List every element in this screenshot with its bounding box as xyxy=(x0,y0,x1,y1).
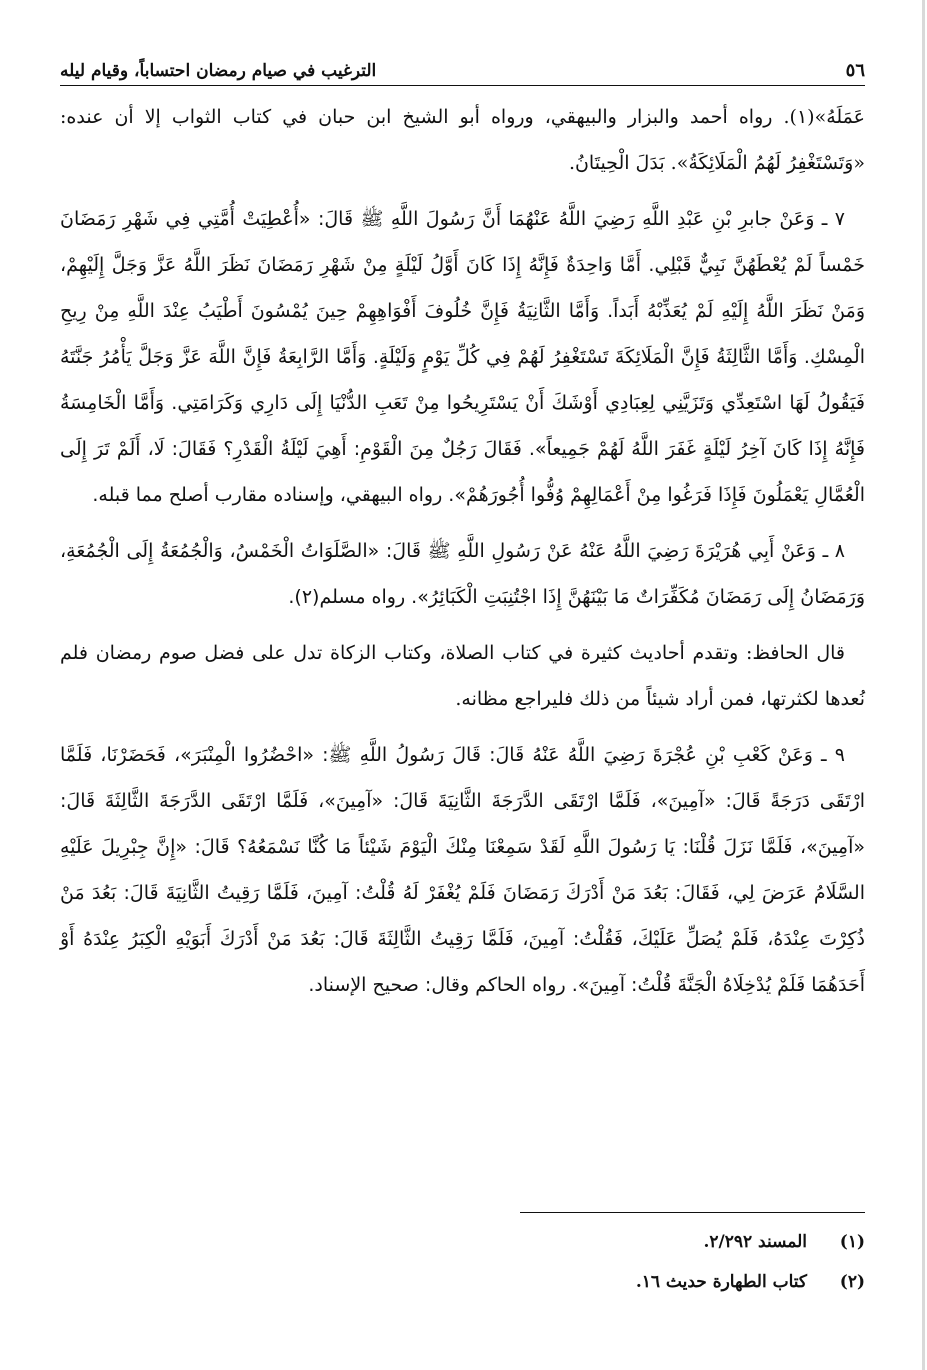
footnotes xyxy=(60,1222,865,1302)
hafiz-note: قال الحافظ: وتقدم أحاديث كثيرة في كتاب الصلاة، وكتاب الزكاة تدل على فضل صوم رمضان فلم نُعدها لكثرتها، فمن أراد شيئاً من ذلك فليراجع مظانه. xyxy=(60,642,865,710)
main-text xyxy=(60,94,865,1008)
footnote-rule xyxy=(520,1212,865,1213)
footnote-number: (١) xyxy=(839,1232,865,1252)
hadith-7: ٧ ـ وَعَنْ جابرِ بْنِ عَبْدِ اللَّهِ رَضِيَ اللَّهُ عَنْهُمَا أَنَّ رَسُولَ اللَّهِ ﷺ قَالَ: «أُعْطِيَتْ أُمَّتِي فِي شَهْرِ رَمَضَانَ خَمْساً لَمْ يُعْطَهُنَّ نَبِيٌّ قَبْلِي. أَمَّا وَاحِدَةٌ فَإِنَّهُ إِذَا كَانَ أَوَّلُ لَيْلَةٍ مِنْ شَهْرِ رَمَضَانَ نَظَرَ اللَّهُ عَزَّ وَجَلَّ إِلَيْهِمْ، وَمَنْ نَظَرَ اللَّهُ إِلَيْهِ لَمْ يُعَذِّبْهُ أَبَداً. وَأَمَّا الثَّانِيَةُ فَإِنَّ خُلُوفَ أَفْوَاهِهِمْ حِينَ يُمْسُونَ أَطْيَبُ عِنْدَ اللَّهِ مِنْ رِيحِ الْمِسْكِ. وَأَمَّا الثَّالِثَةُ فَإِنَّ الْمَلَائِكَةَ تَسْتَغْفِرُ لَهُمْ فِي كُلِّ يَوْمٍ وَلَيْلَةٍ. وَأَمَّا الرَّابِعَةُ فَإِنَّ اللَّهَ عَزَّ وَجَلَّ يَأْمُرُ جَنَّتَهُ فَيَقُولُ لَهَا اسْتَعِدِّي وَتَزَيَّنِي لِعِبَادِي أَوْشَكَ أَنْ يَسْتَرِيحُوا مِنْ تَعَبِ الدُّنْيَا إِلَى دَارِي وَكَرَامَتِي. وَأَمَّا الْخَامِسَةُ فَإِنَّهُ إِذَا كَانَ آخِرُ لَيْلَةٍ غَفَرَ اللَّهُ لَهُمْ جَمِيعاً». فَقَالَ رَجُلٌ مِنَ الْقَوْمِ: أَهِيَ لَيْلَةُ الْقَدْرِ؟ فَقَالَ: لَا، أَلَمْ تَرَ إِلَى الْعُمَّالِ يَعْمَلُونَ فَإِذَا فَرَغُوا مِنْ أَعْمَالِهِمْ وُفُّوا أُجُورَهُمْ». رواه البيهقي، وإسناده مقارب أصلح مما قبله. xyxy=(60,208,865,506)
footnote-text: كتاب الطهارة حديث ١٦. xyxy=(635,1272,807,1292)
page-number: ٥٦ xyxy=(845,60,865,81)
footnote-number: (٢) xyxy=(839,1272,865,1292)
running-header xyxy=(60,60,865,86)
footnote-2 xyxy=(60,1262,865,1302)
page-edge xyxy=(922,0,925,1370)
running-title: الترغيب في صيام رمضان احتساباً، وقيام ليله xyxy=(60,61,377,81)
footnote-1 xyxy=(60,1222,865,1262)
paragraph-continuation: عَمَلَهُ»(١). رواه أحمد والبزار والبيهقي، ورواه أبو الشيخ ابن حبان في كتاب الثواب إلا أن عنده: «وَتَسْتَغْفِرُ لَهُمُ الْمَلَائِكَةُ». بَدَلَ الْحِيتَانُ. xyxy=(60,106,865,174)
footnote-text: المسند ٢/٢٩٢. xyxy=(703,1232,807,1252)
hadith-9: ٩ ـ وَعَنْ كَعْبِ بْنِ عُجْرَةَ رَضِيَ اللَّهُ عَنْهُ قَالَ: قَالَ رَسُولُ اللَّهِ ﷺ: «احْضُرُوا الْمِنْبَرَ»، فَحَضَرْنَا، فَلَمَّا ارْتَقَى دَرَجَةً قَالَ: «آمِينَ»، فَلَمَّا ارْتَقَى الدَّرَجَةَ الثَّانِيَةَ قَالَ: «آمِينَ»، فَلَمَّا ارْتَقَى الدَّرَجَةَ الثَّالِثَةَ قَالَ: «آمِينَ»، فَلَمَّا نَزَلَ قُلْنَا: يَا رَسُولَ اللَّهِ لَقَدْ سَمِعْنَا مِنْكَ الْيَوْمَ شَيْئاً مَا كُنَّا نَسْمَعُهُ؟ قَالَ: «إِنَّ جِبْرِيلَ عَلَيْهِ السَّلَامُ عَرَضَ لِي، فَقَالَ: بَعُدَ مَنْ أَدْرَكَ رَمَضَانَ فَلَمْ يُغْفَرْ لَهُ قُلْتُ: آمِينَ، فَلَمَّا رَقِيتُ الثَّانِيَةَ قَالَ: بَعُدَ مَنْ ذُكِرْتَ عِنْدَهُ، فَلَمْ يُصَلِّ عَلَيْكَ، فَقُلْتُ: آمِينَ، فَلَمَّا رَقِيتُ الثَّالِثَةَ قَالَ: بَعُدَ مَنْ أَدْرَكَ أَبَوَيْهِ الْكِبَرُ عِنْدَهُ أَوْ أَحَدَهُمَا فَلَمْ يُدْخِلَاهُ الْجَنَّةَ قُلْتُ: آمِينَ». رواه الحاكم وقال: صحيح الإسناد. xyxy=(60,744,865,996)
book-page xyxy=(60,60,865,1350)
hadith-8: ٨ ـ وَعَنْ أَبِي هُرَيْرَةَ رَضِيَ اللَّهُ عَنْهُ عَنْ رَسُولِ اللَّهِ ﷺ قَالَ: «الصَّلَوَاتُ الْخَمْسُ، وَالْجُمُعَةُ إِلَى الْجُمُعَةِ، وَرَمَضَانُ إِلَى رَمَضَانَ مُكَفِّرَاتٌ مَا بَيْنَهُنَّ إِذَا اجْتُنِبَتِ الْكَبَائِرُ». رواه مسلم(٢). xyxy=(60,540,865,608)
